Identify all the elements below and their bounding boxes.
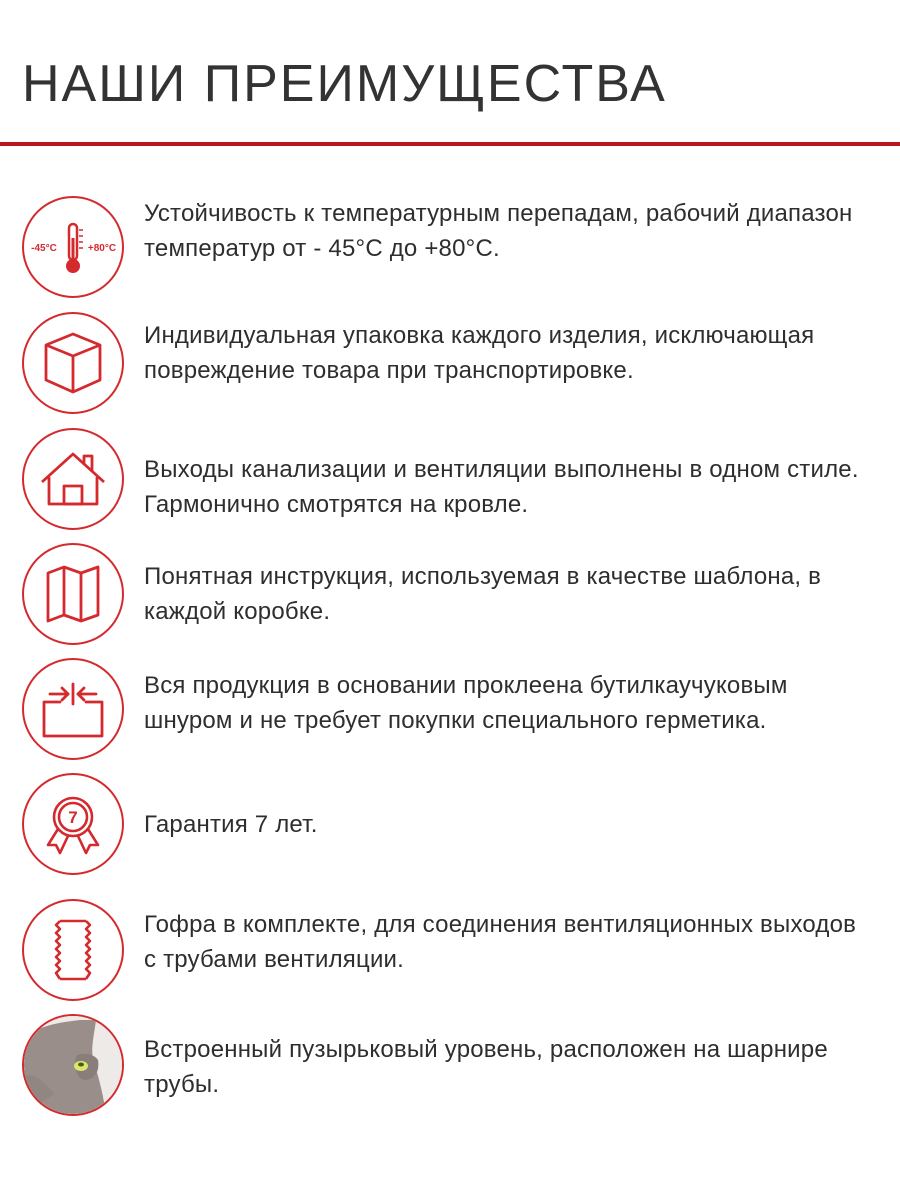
seal-arrows-icon <box>22 658 124 760</box>
advantage-text: Индивидуальная упаковка каждого изделия, исключающая повреждение товара при транспортировке. <box>144 322 815 384</box>
folded-map-icon <box>22 543 124 645</box>
advantage-text: Понятная инструкция, используемая в качестве шаблона, в каждой коробке. <box>144 563 822 625</box>
advantage-text: Гофра в комплекте, для соединения вентиляционных выходов с трубами вентиляции. <box>144 911 857 973</box>
title-divider <box>0 142 900 146</box>
house-icon <box>22 428 124 530</box>
page-title: НАШИ ПРЕИМУЩЕСТВА <box>22 55 667 113</box>
advantage-item-packaging <box>22 312 882 414</box>
advantage-item-warranty <box>22 773 882 875</box>
advantage-item-sealing <box>22 658 882 760</box>
temp-max-label: +80°C <box>87 243 117 254</box>
advantage-text: Выходы канализации и вентиляции выполнены в одном стиле. Гармонично смотрятся на кровле. <box>144 456 859 518</box>
advantage-text: Вся продукция в основании проклеена бутилкаучуковым шнуром и не требует покупки специального герметика. <box>144 672 788 734</box>
advantage-text: Устойчивость к температурным перепадам, рабочий диапазон температур от - 45°С до +80°С. <box>144 200 853 262</box>
thermometer-icon <box>22 196 124 298</box>
box-icon <box>22 312 124 414</box>
warranty-years-label: 7 <box>68 808 78 827</box>
advantage-text: Гарантия 7 лет. <box>144 811 318 838</box>
award-badge-icon <box>22 773 124 875</box>
temp-min-label: -45°C <box>31 243 57 254</box>
advantage-item-style <box>22 428 882 530</box>
advantage-item-instructions <box>22 543 882 645</box>
advantage-item-temperature <box>22 196 882 298</box>
corrugated-pipe-icon <box>22 899 124 1001</box>
advantage-item-corrugation <box>22 899 882 1001</box>
bubble-level-icon <box>22 1014 124 1116</box>
advantage-text: Встроенный пузырьковый уровень, расположен на шарнире трубы. <box>144 1036 828 1098</box>
advantage-item-bubble-level <box>22 1014 882 1116</box>
